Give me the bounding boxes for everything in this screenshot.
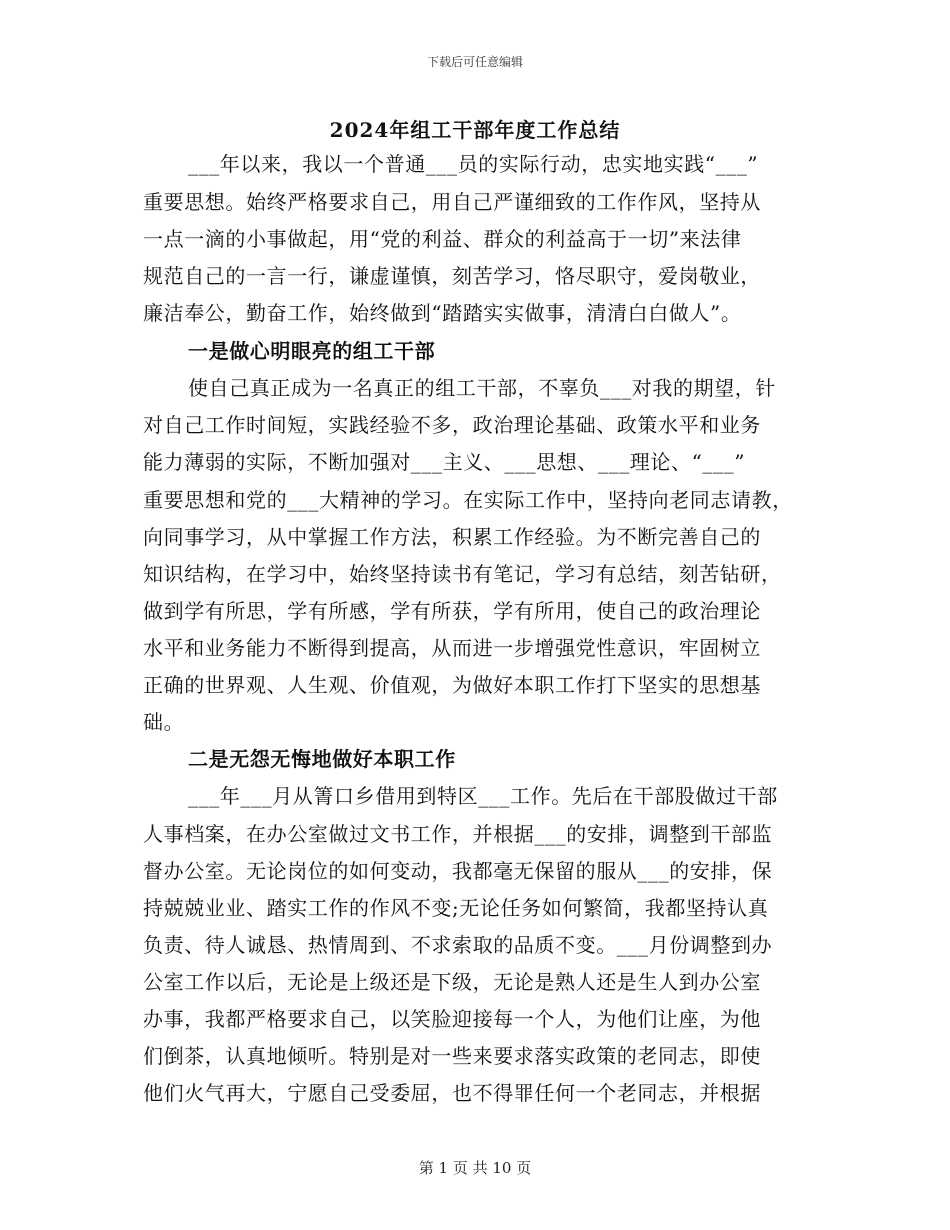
paragraph-line: 能力薄弱的实际，不断加强对___主义、___思想、___理论、“___” — [143, 450, 746, 474]
paragraph-line: 负责、待人诚恳、热情周到、不求索取的品质不变。___月份调整到办 — [143, 933, 773, 957]
section-heading: 二是无怨无悔地做好本职工作 — [188, 747, 456, 771]
section-heading: 一是做心明眼亮的组工干部 — [188, 339, 436, 363]
paragraph-line: 向同事学习，从中掌握工作方法，积累工作经验。为不断完善自己的 — [143, 525, 761, 549]
paragraph-line: 规范自己的一言一行，谦虚谨慎，刻苦学习，恪尽职守，爱岗敬业， — [143, 264, 761, 288]
paragraph-line: 水平和业务能力不断得到提高，从而进一步增强党性意识，牢固树立 — [143, 636, 761, 660]
paragraph-line: 人事档案，在办公室做过文书工作，并根据___的安排，调整到干部监 — [143, 822, 773, 846]
paragraph-line: 重要思想和党的___大精神的学习。在实际工作中，坚持向老同志请教， — [143, 488, 793, 512]
paragraph-line: 对自己工作时间短，实践经验不多，政治理论基础、政策水平和业务 — [143, 413, 761, 437]
paragraph-line: 正确的世界观、人生观、价值观，为做好本职工作打下坚实的思想基 — [143, 673, 761, 697]
paragraph-line: ___年___月从箐口乡借用到特区___工作。先后在干部股做过干部 — [188, 784, 778, 808]
paragraph-line: 公室工作以后，无论是上级还是下级，无论是熟人还是生人到办公室 — [143, 970, 761, 994]
paragraph-line: 知识结构，在学习中，始终坚持读书有笔记，学习有总结，刻苦钻研， — [143, 562, 782, 586]
paragraph-line: 他们火气再大，宁愿自己受委屈，也不得罪任何一个老同志，并根据 — [143, 1081, 761, 1105]
paragraph-line: 办事，我都严格要求自己，以笑脸迎接每一个人，为他们让座，为他 — [143, 1007, 761, 1031]
paragraph-line: 使自己真正成为一名真正的组工干部，不辜负___对我的期望，针 — [188, 376, 776, 400]
paragraph-line: 持兢兢业业、踏实工作的作风不变;无论任务如何繁简，我都坚持认真 — [143, 896, 769, 920]
page-header: 下载后可任意编辑 — [426, 55, 523, 69]
paragraph-line: 廉洁奉公，勤奋工作，始终做到“踏踏实实做事，清清白白做人”。 — [143, 301, 742, 325]
paragraph-line: 做到学有所思，学有所感，学有所获，学有所用，使自己的政治理论 — [143, 599, 761, 623]
paragraph-line: 一点一滴的小事做起，用“党的利益、群众的利益高于一切”来法律 — [143, 227, 742, 251]
paragraph-line: 督办公室。无论岗位的如何变动，我都毫无保留的服从___的安排，保 — [143, 859, 773, 883]
document-title: 2024年组工干部年度工作总结 — [329, 118, 621, 142]
paragraph-line: 们倒茶，认真地倾听。特别是对一些来要求落实政策的老同志，即使 — [143, 1044, 761, 1068]
page-footer: 第 1 页 共 10 页 — [418, 1159, 532, 1177]
paragraph-line: 础。 — [143, 710, 185, 734]
paragraph-line: ___年以来，我以一个普通___员的实际行动，忠实地实践“___” — [188, 152, 759, 176]
paragraph-line: 重要思想。始终严格要求自己，用自己严谨细致的工作作风，坚持从 — [143, 190, 761, 214]
